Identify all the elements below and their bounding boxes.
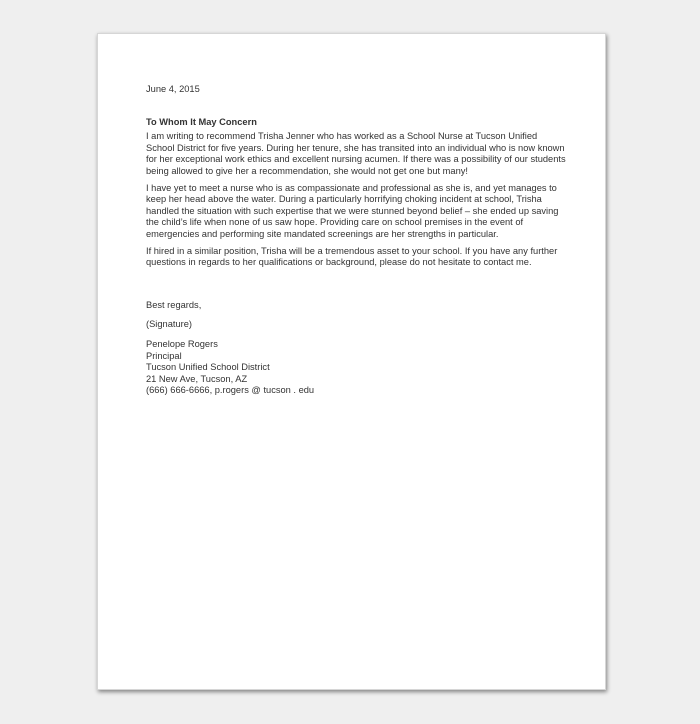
letter-date: June 4, 2015 <box>146 84 200 94</box>
letter-paragraph-3: If hired in a similar position, Trisha will be a tremendous asset to your school. If you have any further questions in regards to her qualifications or background, please do not hesitate to contact me. <box>146 245 558 268</box>
letter-page <box>97 33 606 690</box>
signature-placeholder: (Signature) <box>146 319 192 330</box>
sender-address: 21 New Ave, Tucson, AZ <box>146 373 248 384</box>
letter-salutation: To Whom It May Concern <box>146 116 257 127</box>
sender-name: Penelope Rogers <box>146 338 218 349</box>
letter-closing: Best regards, <box>146 299 202 310</box>
letter-paragraph-1: I am writing to recommend Trisha Jenner who has worked as a School Nurse at Tucson Unified School District for five years. During her tenure, she has transited into an individual who is now known for her exceptional work ethics and excellent nursing acumen. If there was a possibility of our students being allowed to give her a recommendation, she would not get one but many! <box>146 131 566 176</box>
sender-block <box>146 339 566 397</box>
letter-paragraph-2: I have yet to meet a nurse who is as compassionate and professional as she is, and yet manages to keep her head above the water. During a particularly horrifying choking incident at school, Trisha handled the situation with such expertise that we were stunned beyond belief – she ended up saving the child’s life when none of us saw hope. Providing care on school premises in the event of emergencies and performing site mandated screenings are her strengths in particular. <box>146 182 559 239</box>
sender-contact: (666) 666-6666, p.rogers @ tucson . edu <box>146 385 315 396</box>
sender-organization: Tucson Unified School District <box>146 362 270 373</box>
letter-body <box>146 84 566 397</box>
sender-title: Principal <box>146 350 182 361</box>
